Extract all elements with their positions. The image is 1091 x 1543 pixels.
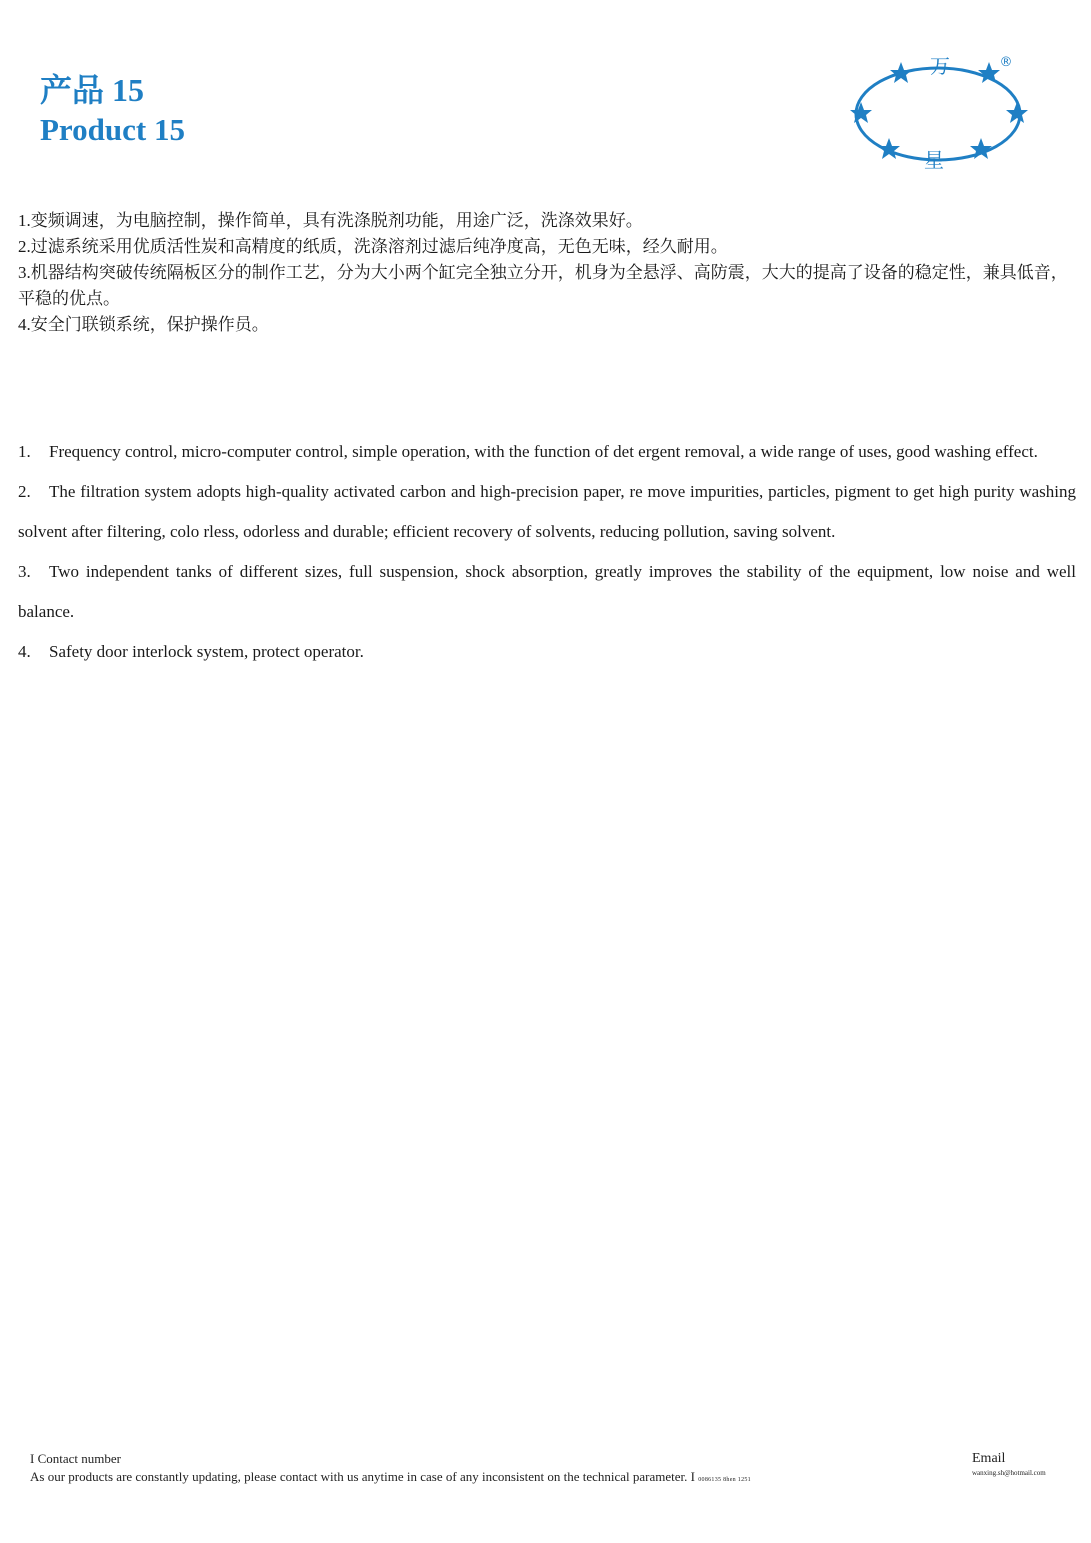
contact-number-label: I Contact number <box>30 1451 121 1466</box>
registered-mark: ® <box>999 55 1013 70</box>
feature-text: Frequency control, micro-computer control, simple operation, with the function of det ergent removal, a wide range of uses, good washing effect. <box>49 442 1038 461</box>
logo-char-top: 万 <box>930 54 950 78</box>
star-icon <box>890 62 912 83</box>
feature-en-item <box>18 552 1076 632</box>
star-icon <box>1006 102 1028 123</box>
email-link[interactable]: wanxing.sh@hotmail.com <box>972 1469 1046 1477</box>
feature-text: Safety door interlock system, protect operator. <box>49 642 364 661</box>
feature-number: 1. <box>18 442 31 461</box>
feature-cn-item: 4.安全门联锁系统，保护操作员。 <box>18 315 269 334</box>
feature-cn-item: 3.机器结构突破传统隔板区分的制作工艺，分为大小两个缸完全独立分开，机身为全悬浮、高防震，大大的提高了设备的稳定性，兼具低音，平稳的优点。 <box>18 263 1068 308</box>
feature-number: 4. <box>18 642 31 661</box>
email-label: Email <box>972 1451 1006 1466</box>
email-block <box>972 1450 1046 1478</box>
contact-phone: 0086135 8hen 1251 <box>698 1477 751 1483</box>
star-icon <box>878 138 900 159</box>
feature-en-item <box>18 632 1076 672</box>
page-title <box>40 70 185 150</box>
feature-text: Two independent tanks of different sizes, full suspension, shock absorption, greatly improves the stability of the equipment, low noise and well balance. <box>18 562 1076 621</box>
footer <box>30 1450 1070 1489</box>
feature-en-item <box>18 472 1076 552</box>
feature-cn-item: 2.过滤系统采用优质活性炭和高精度的纸质，洗涤溶剂过滤后纯净度高，无色无味，经久耐用。 <box>18 237 728 256</box>
feature-cn-item: 1.变频调速，为电脑控制，操作简单，具有洗涤脱剂功能，用途广泛，洗涤效果好。 <box>18 211 643 230</box>
feature-number: 3. <box>18 562 31 581</box>
star-icon <box>978 62 1000 83</box>
wanxing-logo <box>846 48 1036 172</box>
star-icon <box>850 102 872 123</box>
footer-notice <box>30 1468 1070 1489</box>
feature-number: 2. <box>18 482 31 501</box>
features-english-list <box>18 432 1076 672</box>
feature-text: The filtration system adopts high-quality activated carbon and high-precision paper, re move impurities, particles, pigment to get high purity washing solvent after filtering, colo rless, odorless and durable; efficient recovery of solvents, reducing pollution, saving solvent. <box>18 482 1076 541</box>
title-chinese: 产品 15 <box>40 72 145 108</box>
footer-notice-text: As our products are constantly updating, please contact with us anytime in case of any inconsistent on the technical parameter. I <box>30 1469 695 1484</box>
logo-char-bottom: 星 <box>924 148 944 172</box>
feature-en-item <box>18 432 1076 472</box>
features-chinese-list <box>18 208 1078 338</box>
title-english: Product 15 <box>40 112 185 147</box>
